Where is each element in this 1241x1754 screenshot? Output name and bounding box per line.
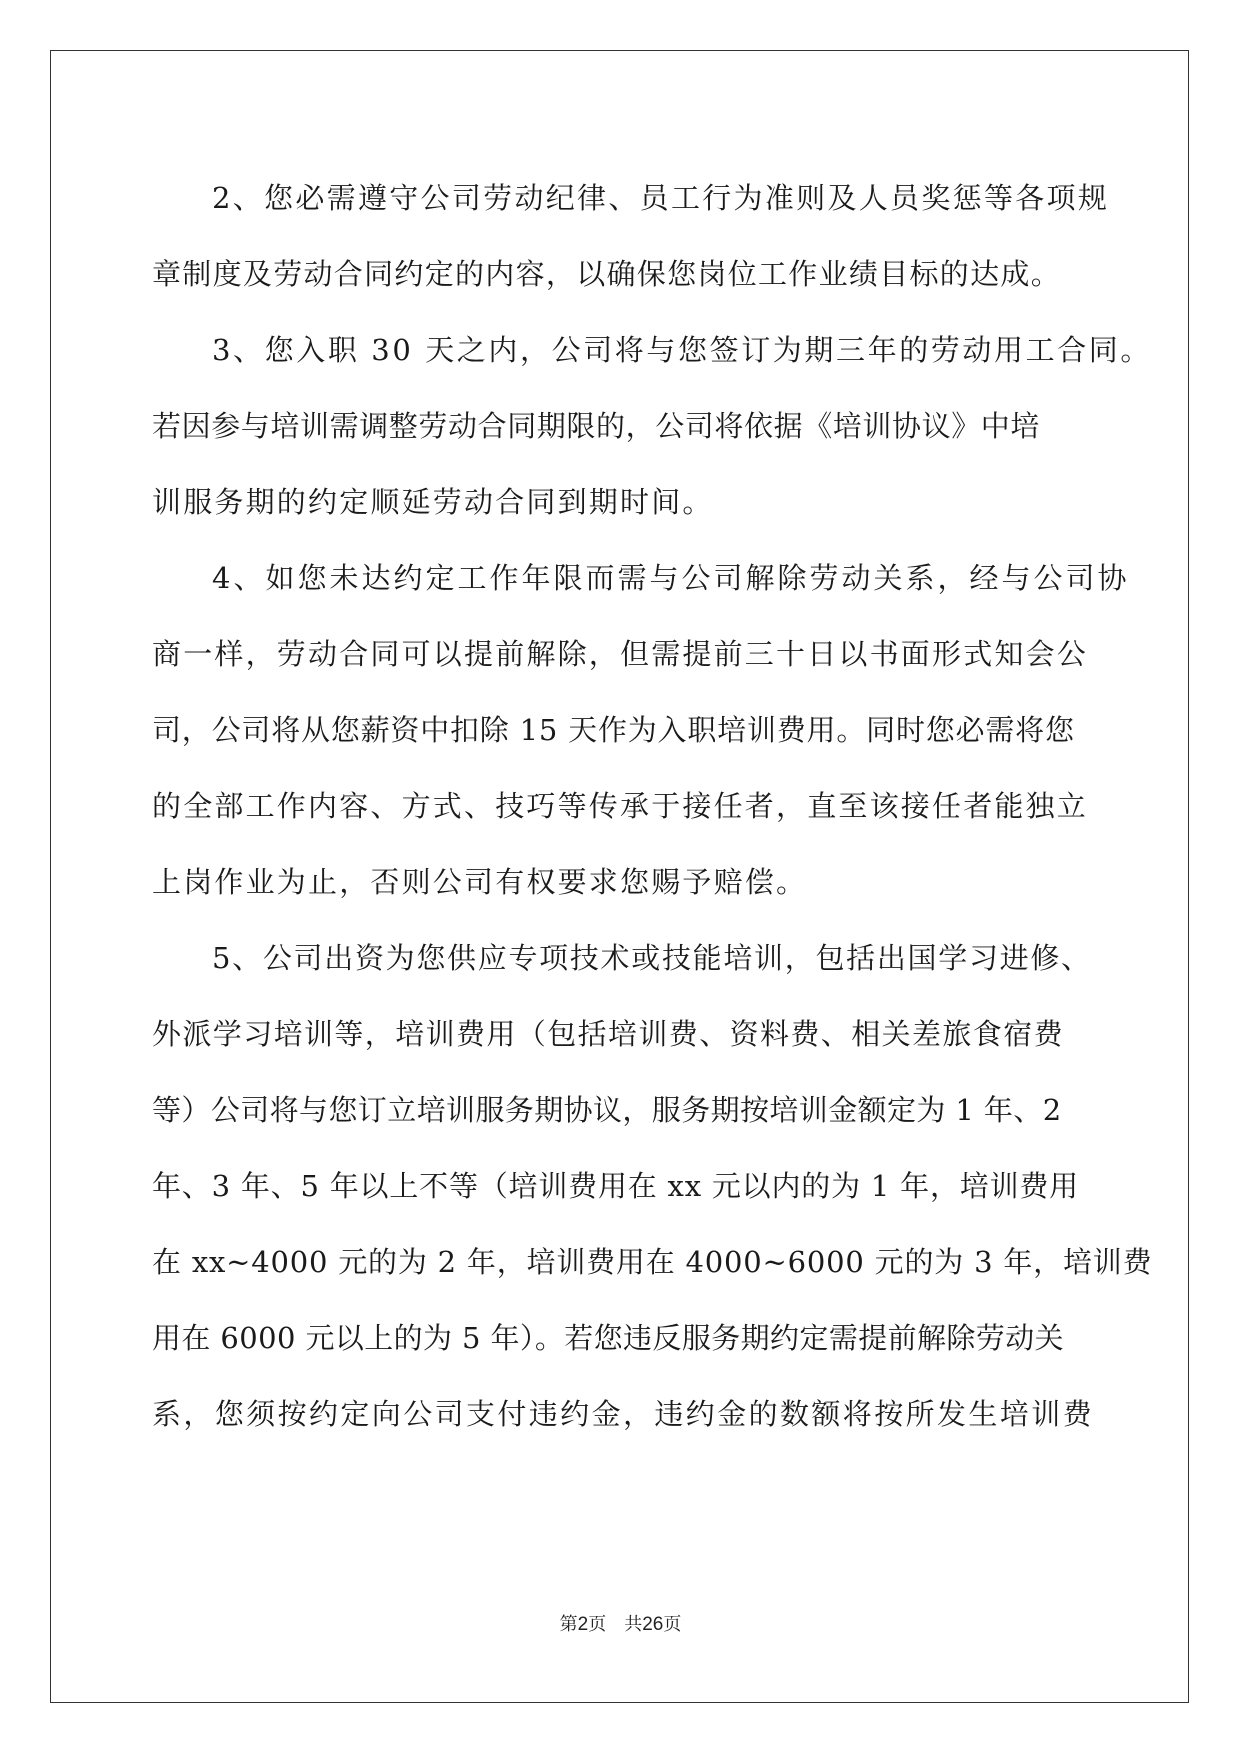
page-current: 2 [577, 1614, 589, 1635]
paragraph-5-line-4: 年、3 年、5 年以上不等（培训费用在 xx 元以内的为 1 年，培训费用 [152, 1169, 1079, 1203]
page-label: 页 [588, 1614, 607, 1635]
page-total: 26 [642, 1614, 664, 1635]
paragraph-5-line-6: 用在 6000 元以上的为 5 年）。若您违反服务期约定需提前解除劳动关 [152, 1321, 1065, 1355]
paragraph-3-line-1: 3、您入职 30 天之内，公司将与您签订为期三年的劳动用工合同。 [212, 333, 1152, 367]
paragraph-2-line-1: 2、您必需遵守公司劳动纪律、员工行为准则及人员奖惩等各项规 [212, 181, 1110, 215]
page-footer [0, 1610, 1241, 1636]
paragraph-4-line-4: 的全部工作内容、方式、技巧等传承于接任者，直至该接任者能独立 [152, 789, 1089, 823]
total-suffix: 页 [663, 1614, 682, 1635]
document-body [152, 160, 1153, 1452]
paragraph-5-line-3: 等）公司将与您订立培训服务期协议，服务期按培训金额定为 1 年、2 [152, 1093, 1062, 1127]
paragraph-3-line-2: 若因参与培训需调整劳动合同期限的，公司将依据《培训协议》中培 [152, 409, 1041, 443]
paragraph-5-line-2: 外派学习培训等，培训费用（包括培训费、资料费、相关差旅食宿费 [152, 1017, 1065, 1051]
paragraph-4-line-5: 上岗作业为止，否则公司有权要求您赐予赔偿。 [152, 865, 808, 899]
paragraph-5-line-7: 系，您须按约定向公司支付违约金，违约金的数额将按所发生培训费 [152, 1397, 1095, 1431]
paragraph-2-line-2: 章制度及劳动合同约定的内容，以确保您岗位工作业绩目标的达成。 [152, 257, 1062, 291]
total-prefix: 共 [624, 1614, 643, 1635]
paragraph-4-line-2: 商一样，劳动合同可以提前解除，但需提前三十日以书面形式知会公 [152, 637, 1089, 671]
paragraph-5-line-1: 5、公司出资为您供应专项技术或技能培训，包括出国学习进修、 [212, 941, 1092, 975]
paragraph-4-line-3: 司，公司将从您薪资中扣除 15 天作为入职培训费用。同时您必需将您 [152, 713, 1075, 747]
paragraph-4-line-1: 4、如您未达约定工作年限而需与公司解除劳动关系，经与公司协 [212, 561, 1130, 595]
page-prefix: 第 [559, 1614, 578, 1635]
paragraph-5-line-5: 在 xx~4000 元的为 2 年，培训费用在 4000~6000 元的为 3 年，培训费 [152, 1245, 1153, 1279]
paragraph-3-line-3: 训服务期的约定顺延劳动合同到期时间。 [152, 485, 714, 519]
